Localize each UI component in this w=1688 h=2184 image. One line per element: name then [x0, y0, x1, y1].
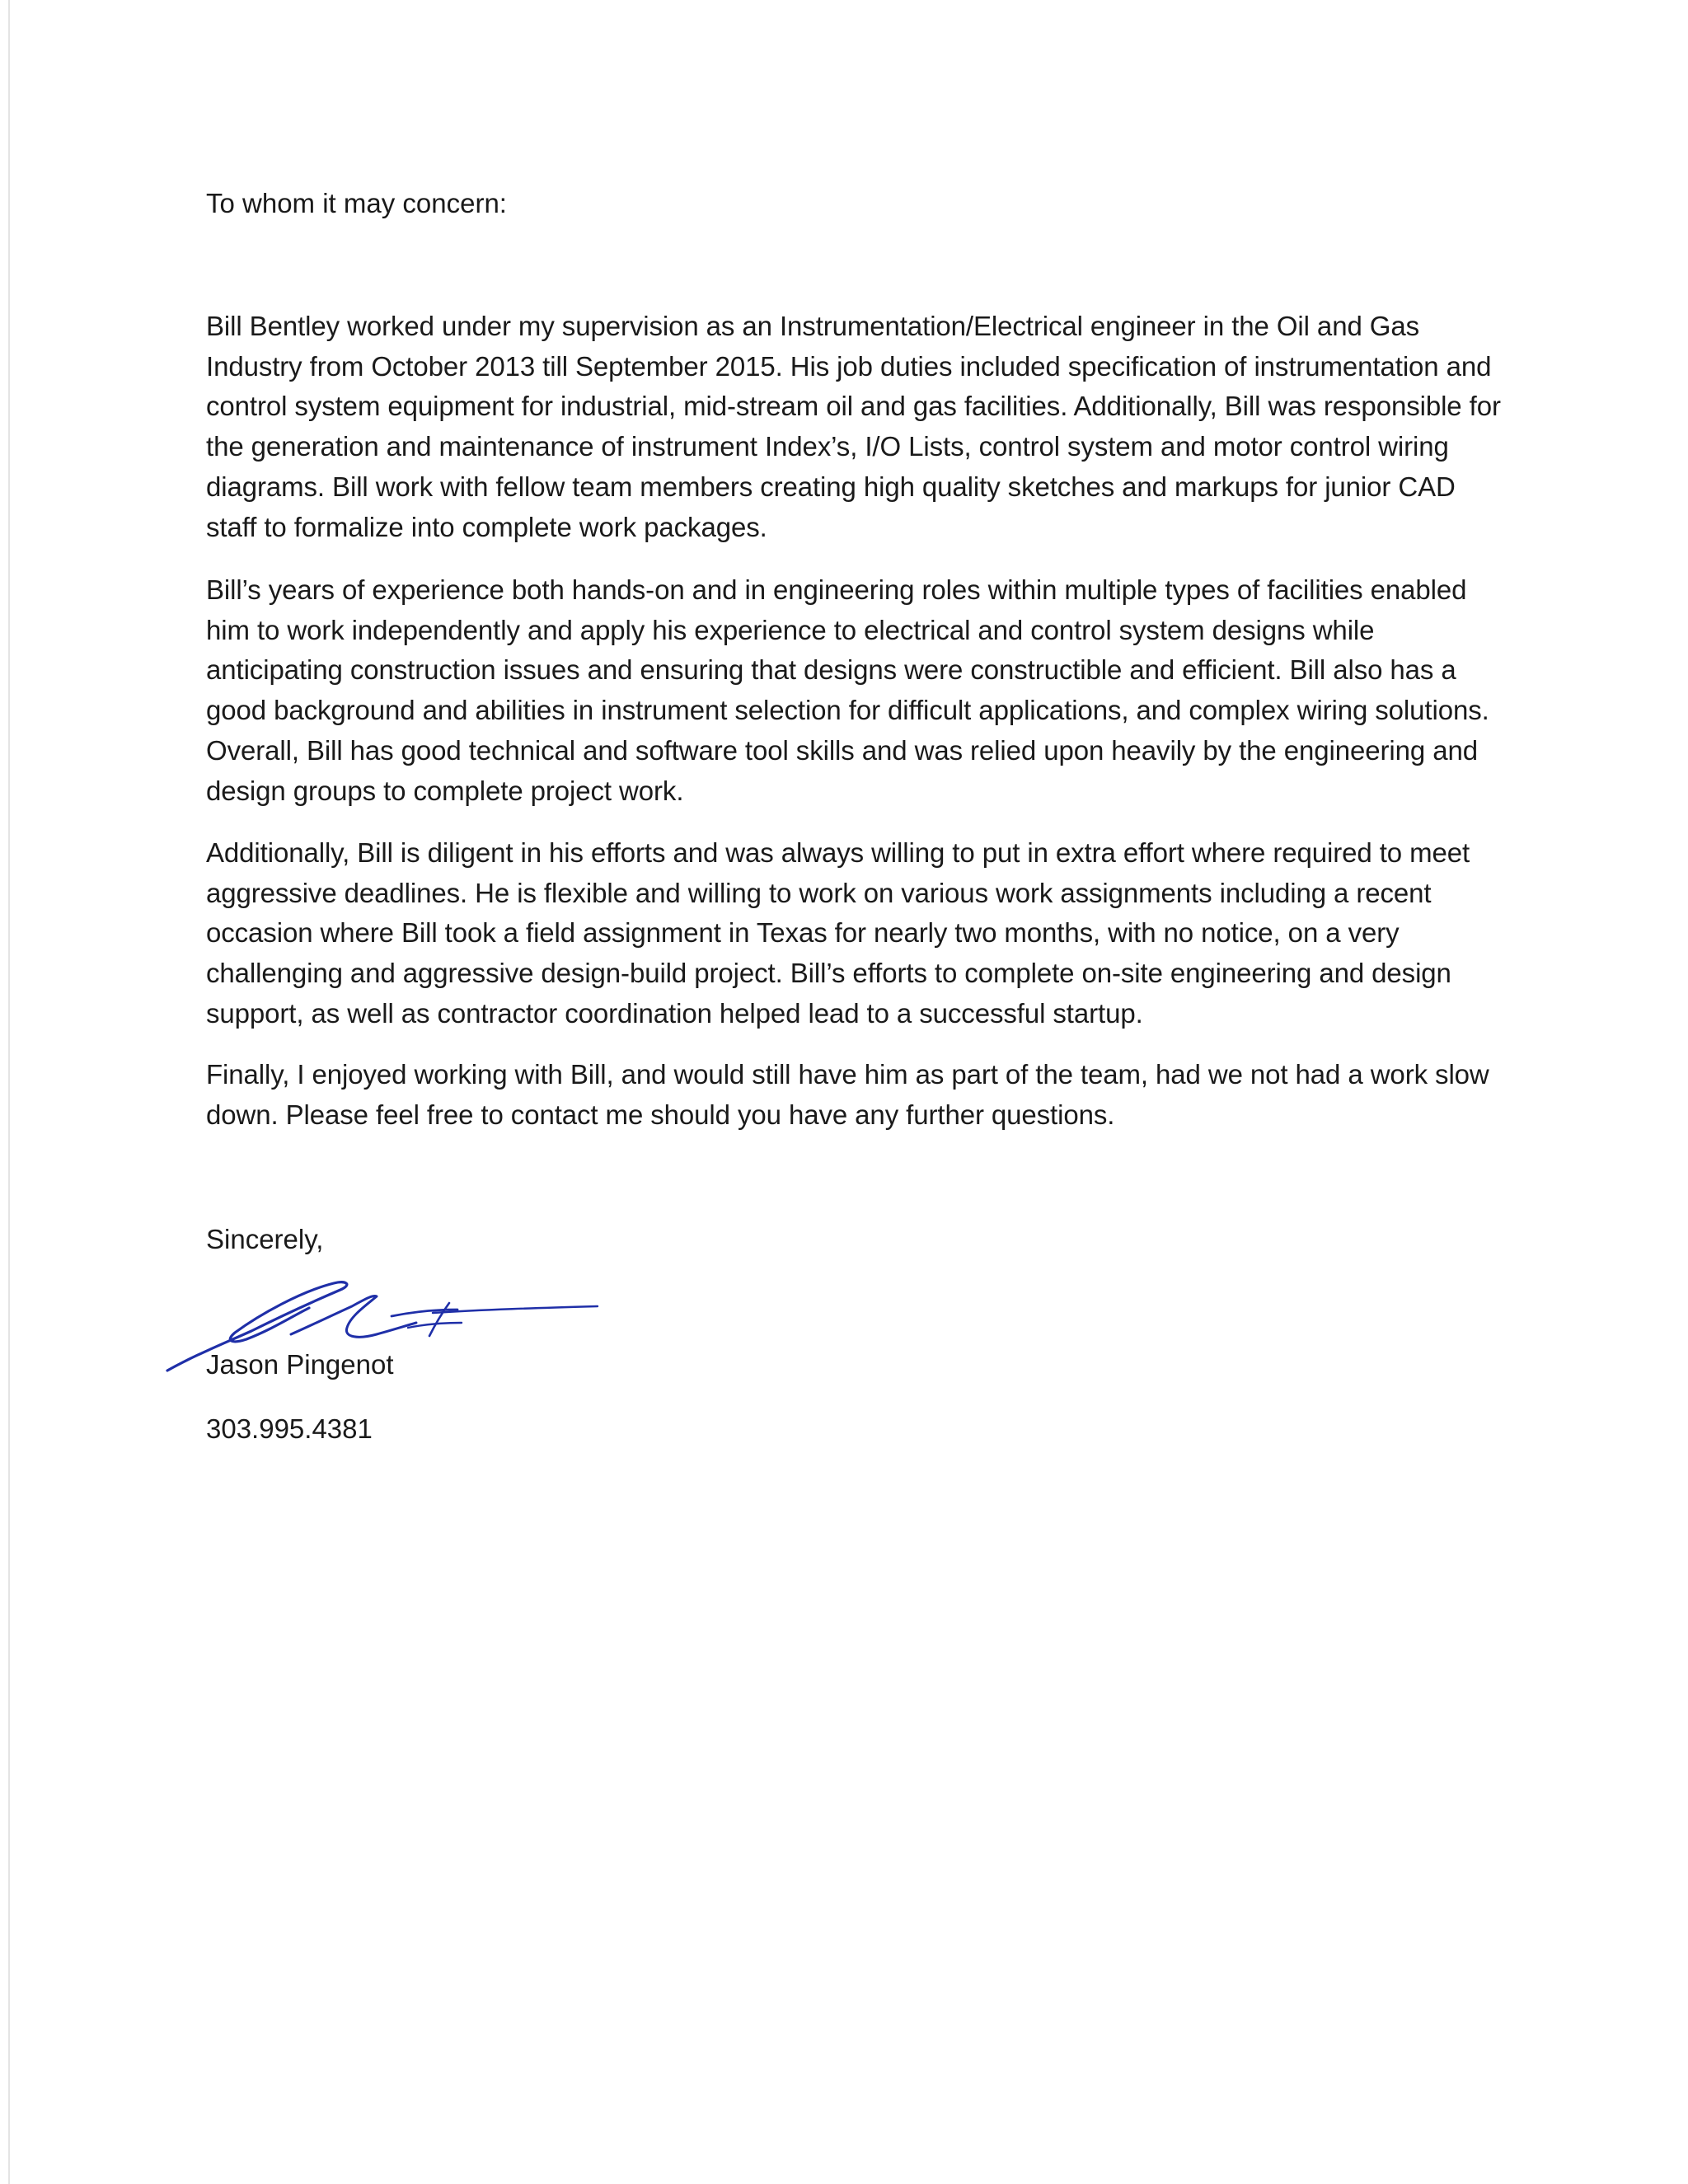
- page-edge-divider: [8, 0, 10, 2184]
- body-paragraph-1: Bill Bentley worked under my supervision as an Instrumentation/Electrical engineer in the Oil and Gas Industry from October 2013 till September 2015. His job duties included specification of instrumentation and control system equipment for industrial, mid-stream oil and gas facilities. Additionally, Bill was responsible for the generation and maintenance of instrument Index’s, I/O Lists, control system and motor control wiring diagrams. Bill work with fellow team members creating high quality sketches and markups for junior CAD staff to formalize into complete work packages.: [206, 311, 1501, 542]
- body-paragraph-3: Additionally, Bill is diligent in his efforts and was always willing to put in extra effort where required to meet aggressive deadlines. He is flexible and willing to work on various work assignments including a recent occasion where Bill took a field assignment in Texas for nearly two months, with no notice, on a very challenging and aggressive design-build project. Bill’s efforts to complete on-site engineering and design support, as well as contractor coordination helped lead to a successful startup.: [206, 837, 1470, 1029]
- signer-phone: 303.995.4381: [206, 1413, 373, 1444]
- salutation: To whom it may concern:: [206, 188, 507, 218]
- signer-name: Jason Pingenot: [206, 1349, 394, 1380]
- body-paragraph-4: Finally, I enjoyed working with Bill, and would still have him as part of the team, had we not had a work slow down. Please feel free to contact me should you have any further questions.: [206, 1059, 1489, 1130]
- body-paragraph-2: Bill’s years of experience both hands-on and in engineering roles within multiple types of facilities enabled him to work independently and apply his experience to electrical and control system designs while anticipating construction issues and ensuring that designs were constructible and efficient. Bill also has a good background and abilities in instrument selection for difficult applications, and complex wiring solutions. Overall, Bill has good technical and software tool skills and was relied upon heavily by the engineering and design groups to complete project work.: [206, 574, 1489, 806]
- closing: Sincerely,: [206, 1224, 324, 1254]
